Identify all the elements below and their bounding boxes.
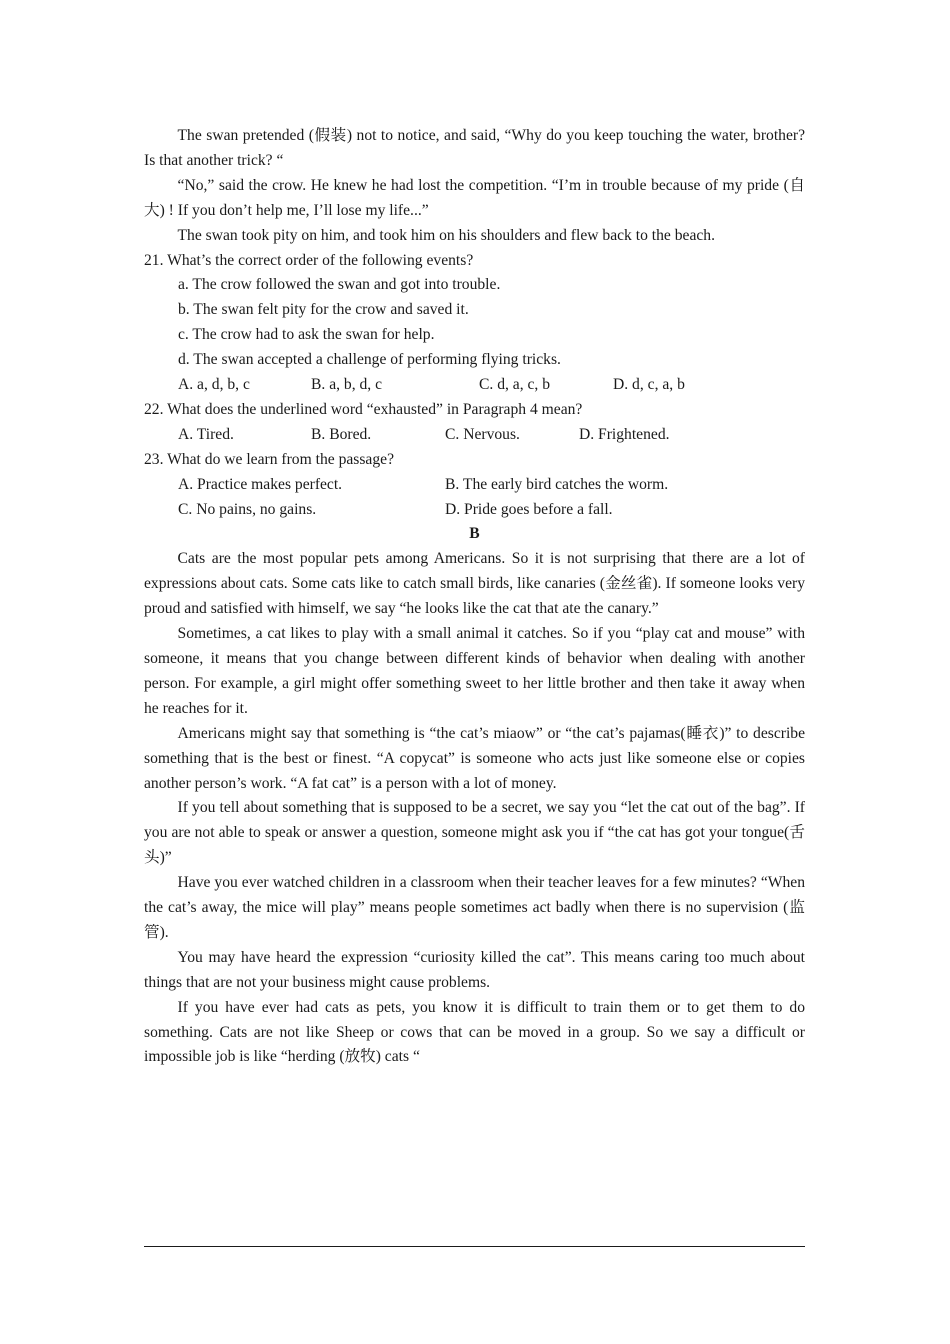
paragraph: Have you ever watched children in a classroom when their teacher leaves for a few minutes? “When the cat’s away, the mice will play” means people sometimes act badly when there is no supervision (监管). (144, 874, 805, 941)
question-stem: 22. What does the underlined word “exhausted” in Paragraph 4 mean? (144, 400, 583, 418)
question-stem: 21. What’s the correct order of the following events? (144, 251, 474, 269)
paragraph: You may have heard the expression “curiosity killed the cat”. This means caring too much about things that are not your business might cause problems. (144, 948, 805, 991)
footer-divider (144, 1246, 805, 1247)
paragraph: Americans might say that something is “the cat’s miaow” or “the cat’s pajamas(睡衣)” to describe something that is the best or finest. “A copycat” is someone who acts just like someone else or copies another person’s work. “A fat cat” is a person with a lot of money. (144, 724, 805, 792)
section-heading: B (469, 525, 480, 543)
paragraph: If you have ever had cats as pets, you know it is difficult to train them or to get them to do something. Cats are not like Sheep or cows that can be moved in a group. So we say a difficult or impossible job is like “herding (放牧) cats “ (144, 998, 805, 1066)
option-c: C. Nervous. (445, 425, 520, 443)
event-item: b. The swan felt pity for the crow and saved it. (178, 301, 469, 319)
option-c: C. d, a, c, b (479, 376, 551, 394)
option-c: C. No pains, no gains. (178, 500, 317, 518)
paragraph: The swan pretended (假装) not to notice, and said, “Why do you keep touching the water, brother? Is that another trick? “ (144, 127, 805, 169)
question-23 (144, 448, 805, 523)
passage-b (144, 547, 805, 1070)
options-row (144, 498, 805, 523)
question-stem: 23. What do we learn from the passage? (144, 450, 394, 468)
event-item: c. The crow had to ask the swan for help. (178, 326, 435, 344)
paragraph: If you tell about something that is supposed to be a secret, we say you “let the cat out of the bag”. If you are not able to speak or answer a question, someone might ask you if “the cat has got your tongue(舌头)” (144, 799, 805, 867)
option-d: D. d, c, a, b (613, 376, 685, 394)
paragraph: Sometimes, a cat likes to play with a small animal it catches. So if you “play cat and mouse” with someone, it means that you change between different kinds of behavior when dealing with another person. For example, a girl might offer something sweet to her little brother and then take it away when he reaches for it. (144, 625, 805, 717)
event-item: a. The crow followed the swan and got into trouble. (178, 276, 501, 294)
question-21 (144, 249, 805, 398)
option-b: B. The early bird catches the worm. (445, 475, 669, 493)
option-b: B. a, b, d, c (311, 376, 383, 394)
option-a: A. a, d, b, c (178, 376, 250, 394)
document-page (144, 124, 805, 1070)
option-a: A. Practice makes perfect. (178, 475, 343, 493)
options-row (144, 473, 805, 498)
question-22 (144, 398, 805, 448)
option-d: D. Frightened. (579, 425, 670, 443)
option-b: B. Bored. (311, 425, 372, 443)
option-d: D. Pride goes before a fall. (445, 500, 613, 518)
paragraph: “No,” said the crow. He knew he had lost the competition. “I’m in trouble because of my pride (自大) ! If you don’t help me, I’ll lose my life...” (144, 176, 805, 219)
paragraph: The swan took pity on him, and took him on his shoulders and flew back to the beach. (177, 226, 715, 244)
options-row (144, 423, 805, 448)
option-a: A. Tired. (178, 425, 234, 443)
passage-a (144, 124, 805, 249)
paragraph: Cats are the most popular pets among Americans. So it is not surprising that there are a lot of expressions about cats. Some cats like to catch small birds, like canaries (金丝雀). If someone looks very proud and satisfied with himself, we say “he looks like the cat that ate the canary.” (144, 550, 805, 618)
event-item: d. The swan accepted a challenge of performing flying tricks. (178, 351, 561, 369)
options-row (144, 373, 805, 398)
